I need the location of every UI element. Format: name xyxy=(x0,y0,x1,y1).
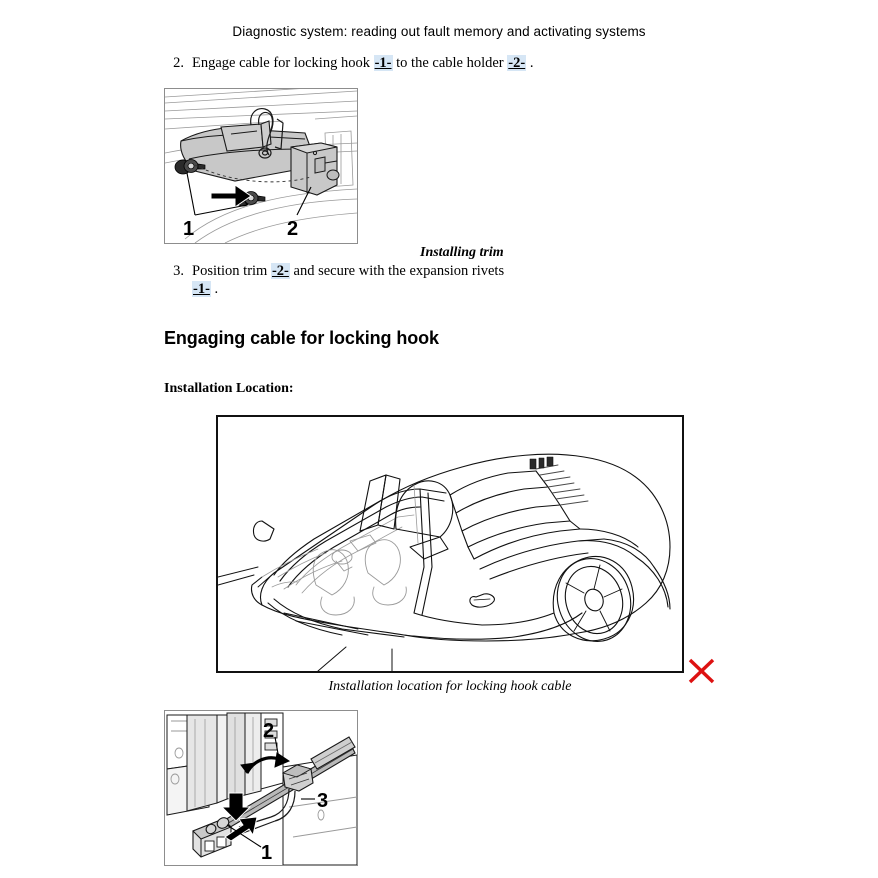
figure-installing-trim xyxy=(164,88,358,244)
page-title: Diagnostic system: reading out fault memory and activating systems xyxy=(232,24,646,39)
step-text-middle: and secure with the expansion rivets xyxy=(293,263,505,279)
close-x-mark[interactable] xyxy=(686,655,718,687)
figure-caption-installation-location: Installation location for locking hook cable xyxy=(328,679,572,694)
figure-label-1: 1 xyxy=(183,218,195,240)
step-number: 2. xyxy=(173,55,184,71)
reference-marker-1[interactable]: -1- xyxy=(193,281,210,297)
figure-engaging-cable xyxy=(164,710,358,866)
section-heading: Engaging cable for locking hook xyxy=(164,328,439,348)
step-item-2 xyxy=(164,54,724,72)
step-text-middle: to the cable holder xyxy=(396,55,504,71)
figure-label-2: 2 xyxy=(263,720,275,742)
step-text-before: Engage cable for locking hook xyxy=(192,55,370,71)
step-item-3 xyxy=(164,262,564,298)
step-text-after: . xyxy=(529,55,534,71)
step-text xyxy=(192,54,724,72)
step-text xyxy=(192,262,564,298)
cable-diagram-svg xyxy=(165,711,357,865)
step-number: 3. xyxy=(173,263,184,279)
reference-marker-2[interactable]: -2- xyxy=(271,263,289,279)
figure-label-3: 3 xyxy=(317,790,329,812)
figure-caption-installing-trim: Installing trim xyxy=(420,245,504,260)
installation-location-label: Installation Location: xyxy=(164,381,294,396)
reference-marker-2[interactable]: -2- xyxy=(508,55,526,71)
step-text-after: . xyxy=(214,281,219,297)
figure-label-2: 2 xyxy=(287,218,299,240)
car-diagram-svg xyxy=(218,417,682,671)
figure-label-1: 1 xyxy=(261,842,273,864)
trim-diagram-svg xyxy=(165,89,357,243)
reference-marker-1[interactable]: -1- xyxy=(374,55,392,71)
step-text-before: Position trim xyxy=(192,263,268,279)
figure-installation-location xyxy=(216,415,684,673)
